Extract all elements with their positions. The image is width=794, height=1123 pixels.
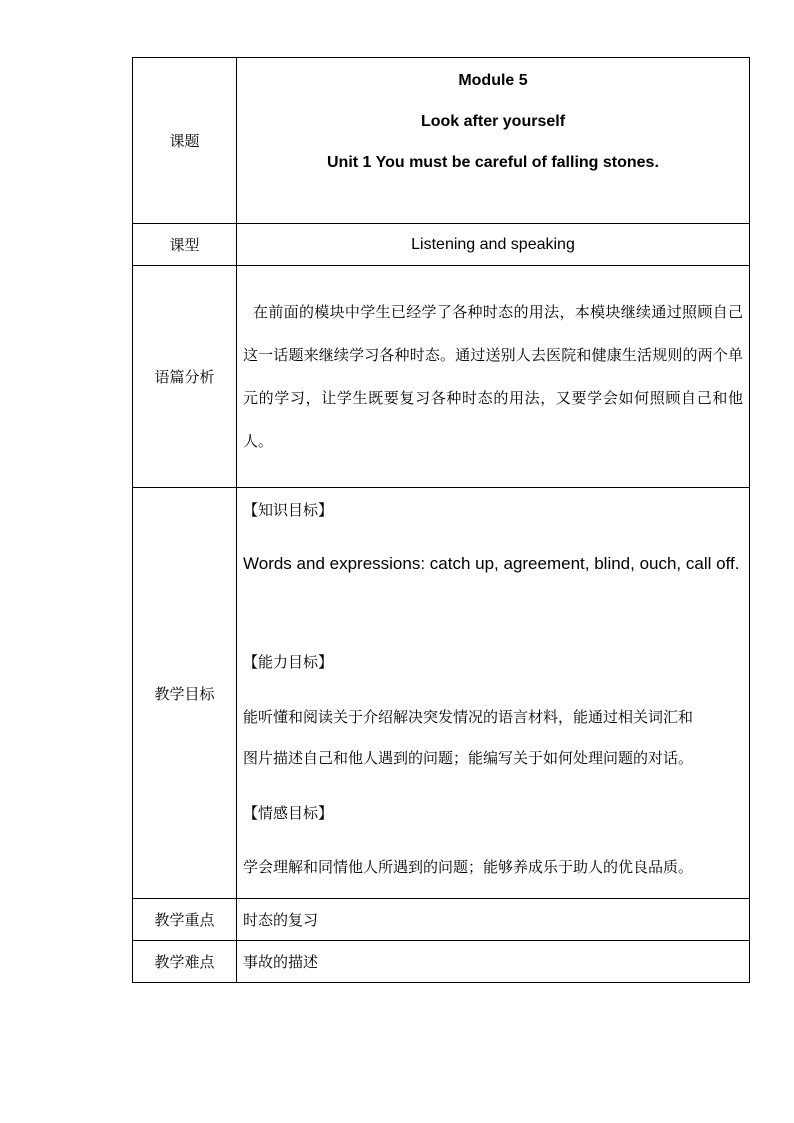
emotion-heading: 【情感目标】	[243, 804, 334, 822]
ability-text-line2: 图片描述自己和他人遇到的问题；能编写关于如何处理问题的对话。	[243, 749, 694, 767]
text-analysis-row	[133, 266, 750, 488]
lesson-type-row	[133, 224, 750, 266]
knowledge-heading: 【知识目标】	[243, 501, 334, 519]
knowledge-text: Words and expressions: catch up, agreement, blind, ouch, call off.	[243, 554, 740, 573]
key-points-label: 教学重点	[133, 899, 237, 941]
objectives-row	[133, 488, 750, 899]
ability-text-line1: 能听懂和阅读关于介绍解决突发情况的语言材料，能通过相关词汇和	[243, 708, 694, 726]
difficult-points-row	[133, 941, 750, 983]
lesson-type-value: Listening and speaking	[237, 224, 750, 266]
topic-content	[237, 58, 750, 224]
text-analysis-paragraph: 在前面的模块中学生已经学了各种时态的用法，本模块继续通过照顾自己这一话题来继续学习各种时态。通过送别人去医院和健康生活规则的两个单元的学习，让学生既要复习各种时态的用法，又要学会如何照顾自己和他人。	[243, 302, 743, 450]
key-points-row	[133, 899, 750, 941]
topic-row	[133, 58, 750, 224]
unit-title: Unit 1 You must be careful of falling stones.	[327, 154, 659, 171]
objectives-content	[237, 488, 750, 899]
topic-label: 课题	[133, 58, 237, 224]
text-analysis-content	[237, 266, 750, 488]
objectives-label: 教学目标	[133, 488, 237, 899]
key-points-value: 时态的复习	[237, 899, 750, 941]
module-title: Module 5	[458, 72, 528, 89]
lesson-plan-table	[132, 57, 750, 983]
emotion-text: 学会理解和同情他人所遇到的问题；能够养成乐于助人的优良品质。	[243, 858, 694, 876]
difficult-points-value: 事故的描述	[237, 941, 750, 983]
difficult-points-label: 教学难点	[133, 941, 237, 983]
lesson-type-label: 课型	[133, 224, 237, 266]
module-subtitle: Look after yourself	[420, 113, 566, 130]
text-analysis-label: 语篇分析	[133, 266, 237, 488]
ability-heading: 【能力目标】	[243, 653, 334, 671]
